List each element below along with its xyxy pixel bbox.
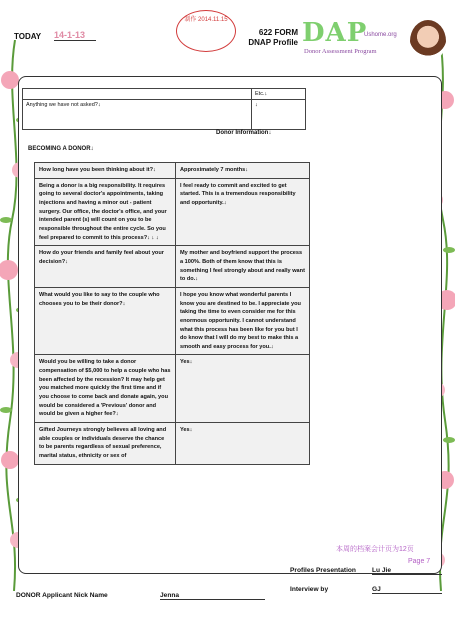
question-cell: Gifted Journeys strongly believes all loving and able couples or individuals deserve the chance to be parents regardless of sexual preference, marital status, ethnicity or sex of <box>35 423 176 465</box>
table-row <box>35 178 310 246</box>
table-cell <box>23 89 252 100</box>
dap-logo-subtitle: Donor Assessment Program <box>304 48 377 55</box>
answer-cell: Yes↓ <box>176 355 310 423</box>
question-cell: Being a donor is a big responsibility. It requires going to several doctor's appointments, taking injections and having a minor out - patient surgery. Our office, the doctor's office, and your intended parent (s) will count on you to be responsible throughout the entire cycle. So you feel prepared to commit to this process?↓ ↓ ↓ <box>35 178 176 246</box>
table-row <box>23 100 306 130</box>
table-row <box>35 287 310 355</box>
nickname-label: DONOR Applicant Nick Name <box>16 592 108 599</box>
chinese-watermark: 本周的档案会计页为12页 <box>336 546 414 553</box>
dap-logo-text: DAP <box>302 18 368 48</box>
interview-label: Interview by <box>290 586 329 593</box>
nickname-value: Jenna <box>160 592 265 600</box>
profile-page <box>10 6 445 625</box>
today-value: 14-1-13 <box>54 30 96 41</box>
dap-logo-domain: Ushome.org <box>364 32 397 38</box>
stamp-text: 制作 2014.11.15 <box>184 17 228 23</box>
donor-photo <box>410 20 446 62</box>
answer-cell: I hope you know what wonderful parents I know you are destined to be. I appreciate you taking the time to even consider me for this enormous opportunity. I cannot understand what this process has been like for you but I do know that I will do my best to make this a smooth and easy process for you.↓ <box>176 287 310 355</box>
interview-value: GJ <box>372 586 442 594</box>
presentation-value: Lu Jie <box>372 567 442 575</box>
answer-cell: I feel ready to commit and excited to get started. This is a tremendous responsibility and opportunity.↓ <box>176 178 310 246</box>
table-cell: ↓ <box>252 100 306 130</box>
answer-cell: Yes↓ <box>176 423 310 465</box>
form-title <box>236 28 298 48</box>
question-cell: How long have you been thinking about it?↓ <box>35 163 176 179</box>
question-cell: Would you be willing to take a donor compensation of $5,000 to help a couple who has been affected by the recession? It may help get you matched more quickly the first time and if you choose to come back and donate again, you would be considered a 'Previous' donor and would be given a higher fee?↓ <box>35 355 176 423</box>
table-cell: Etc.↓ <box>252 89 306 100</box>
answer-cell: My mother and boyfriend support the process a 100%. Both of them know that this is something I feel strongly about and really want to do.↓ <box>176 246 310 288</box>
table-row <box>35 163 310 179</box>
question-cell: How do your friends and family feel about your decision?↓ <box>35 246 176 288</box>
page-header <box>10 6 445 76</box>
approval-stamp <box>176 10 236 52</box>
table-cell: Anything we have not asked?↓ <box>23 100 252 130</box>
dap-logo <box>302 18 412 58</box>
form-title-line2: DNAP Profile <box>248 38 298 47</box>
page-number: Page 7 <box>408 558 431 565</box>
answer-cell: Approximately 7 months↓ <box>176 163 310 179</box>
donor-information-label: Donor Information↓ <box>216 130 272 136</box>
table-row <box>35 355 310 423</box>
today-label: TODAY <box>14 32 42 41</box>
form-title-line1: 622 FORM <box>258 28 298 37</box>
question-cell: What would you like to say to the couple who chooses you to be their donor?↓ <box>35 287 176 355</box>
top-table <box>22 88 306 130</box>
table-row <box>35 423 310 465</box>
questionnaire-table <box>34 162 310 465</box>
section-label: BECOMING A DONOR↓ <box>28 146 94 152</box>
table-row <box>35 246 310 288</box>
presentation-label: Profiles Presentation <box>290 567 356 574</box>
table-row <box>23 89 306 100</box>
